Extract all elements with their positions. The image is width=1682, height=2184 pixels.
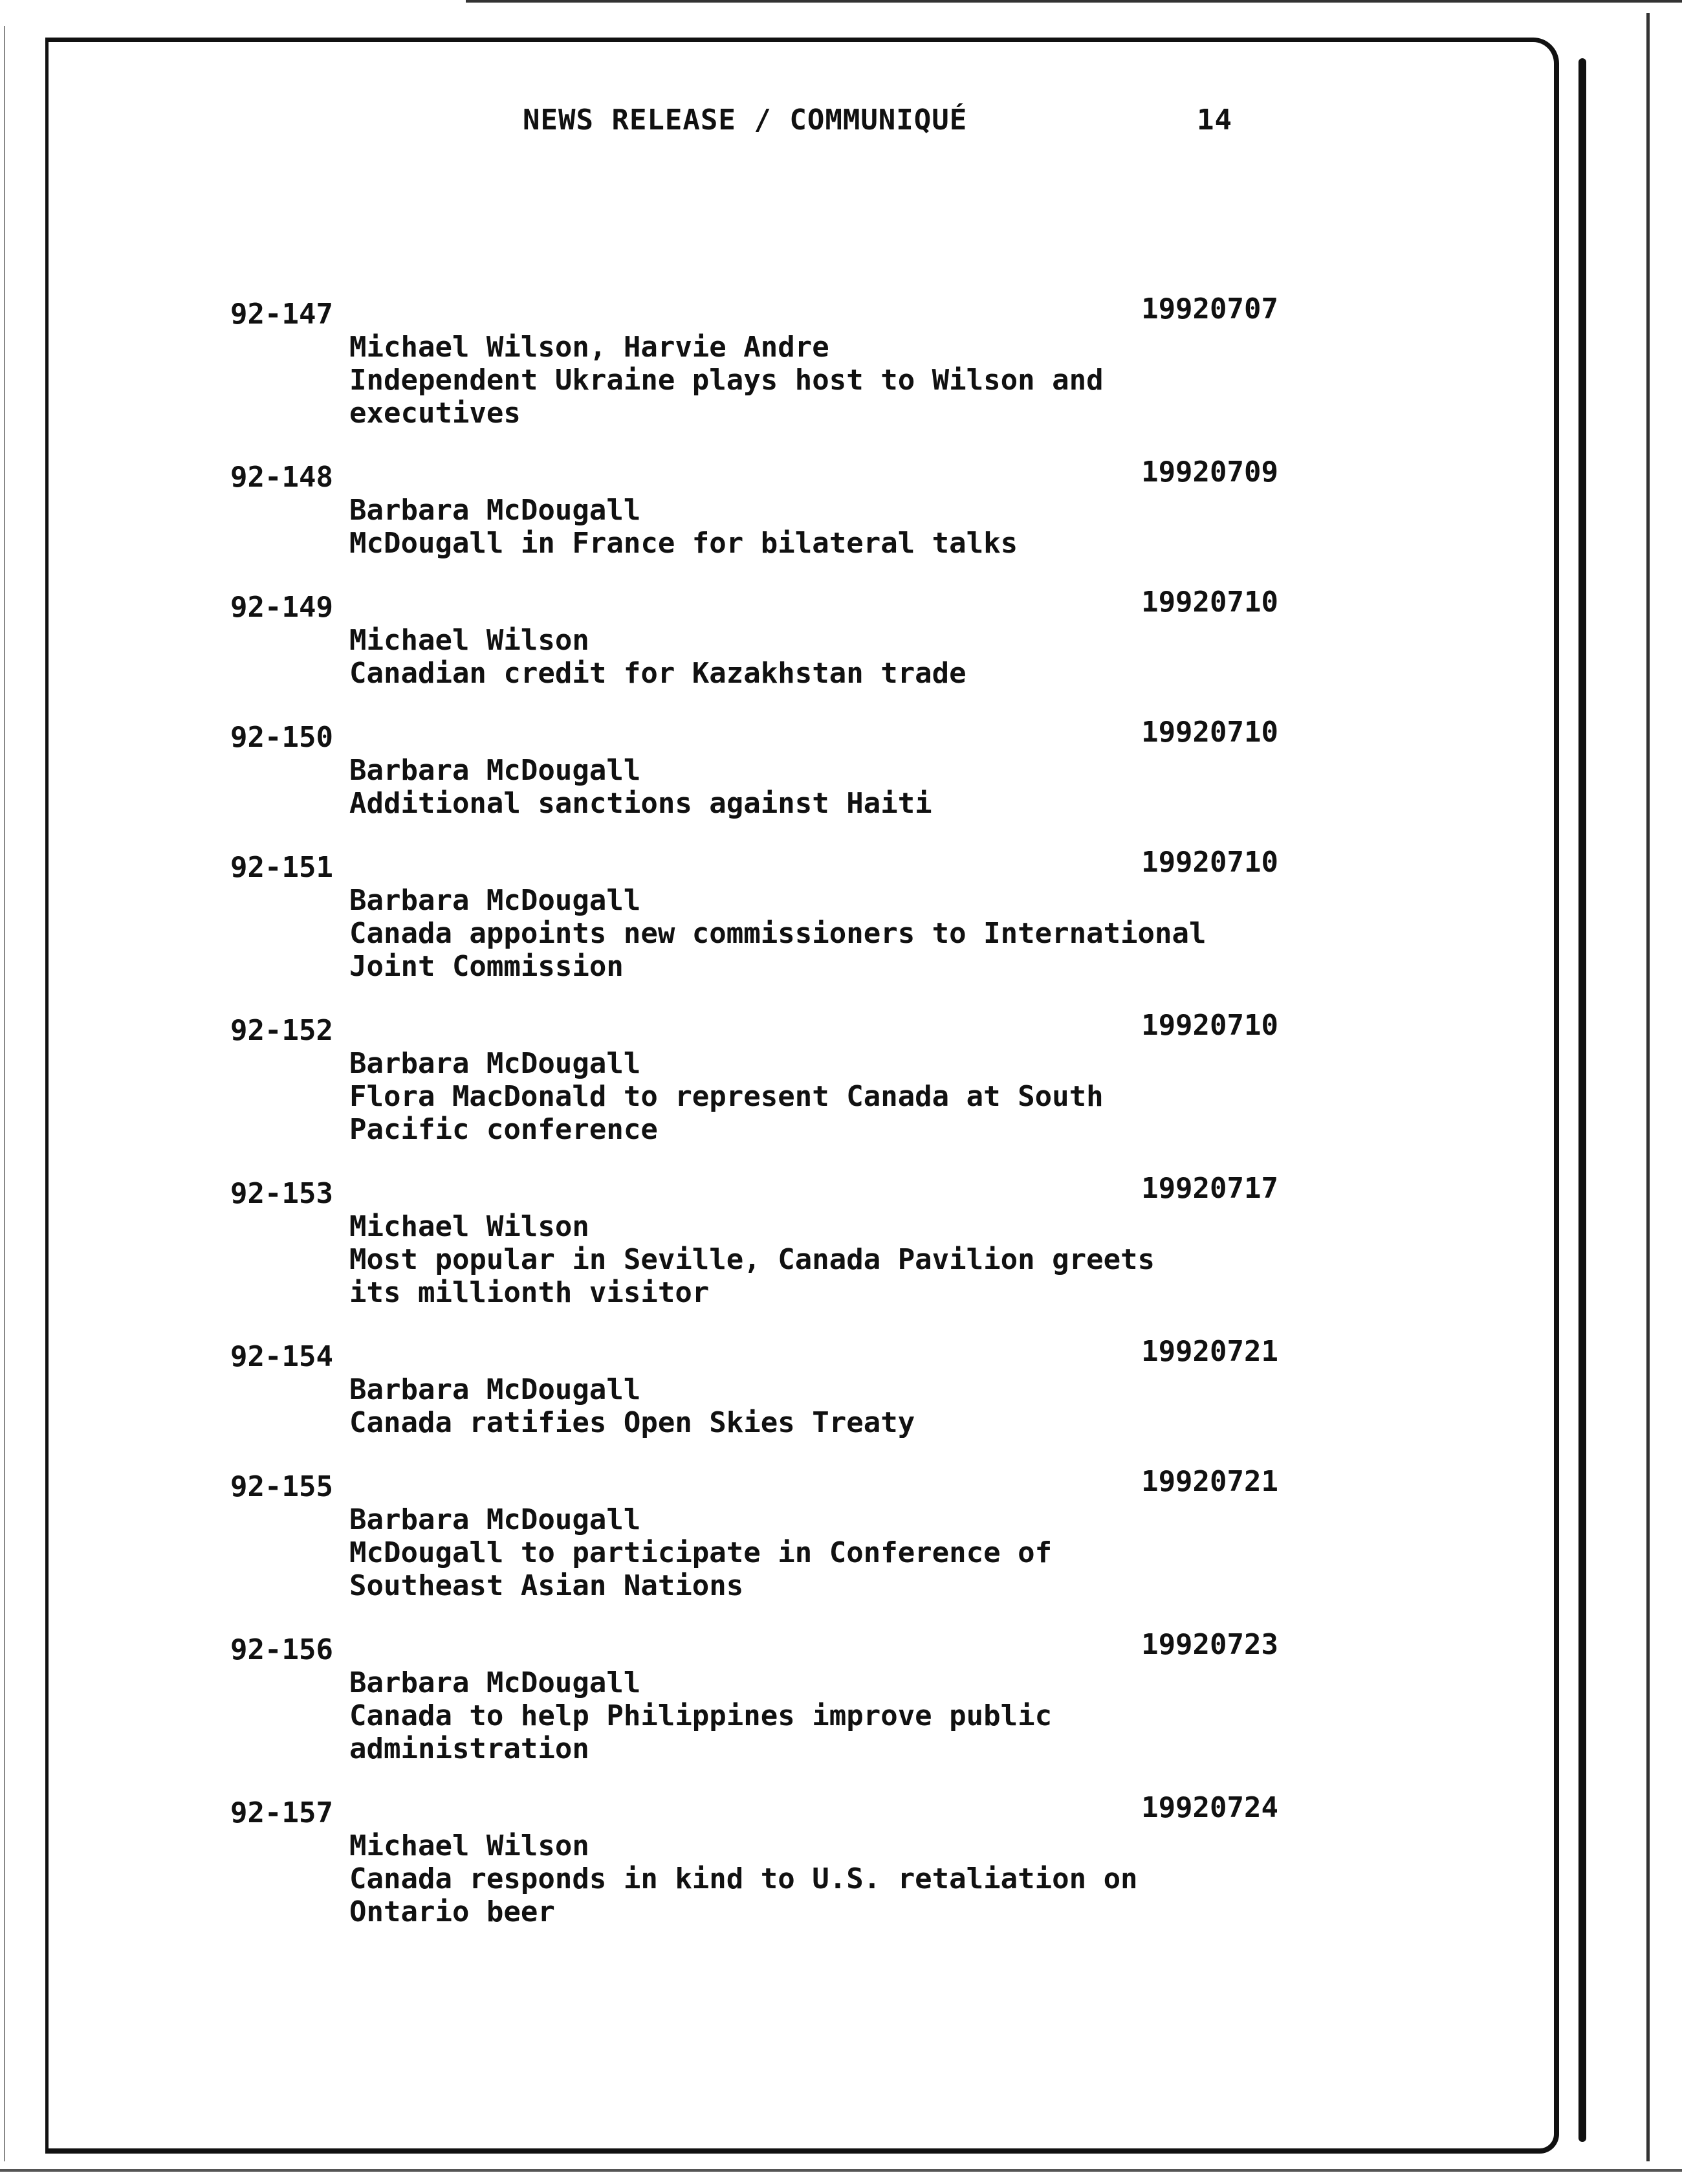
release-subject-line: Canada appoints new commissioners to International bbox=[349, 917, 1207, 950]
entry-header bbox=[230, 846, 1278, 884]
release-subject-line: Additional sanctions against Haiti bbox=[349, 787, 932, 820]
left-edge-line bbox=[4, 26, 5, 2161]
list-item bbox=[230, 846, 1278, 983]
release-subject-line: Joint Commission bbox=[349, 950, 624, 983]
release-date: 19920710 bbox=[1141, 716, 1278, 749]
release-subject-line: McDougall to participate in Conference of bbox=[349, 1536, 1053, 1569]
entry-header bbox=[230, 1172, 1278, 1210]
release-subject-line: Canada to help Philippines improve public bbox=[349, 1699, 1053, 1732]
entry-body bbox=[230, 1210, 1320, 1309]
release-author: Barbara McDougall bbox=[349, 754, 641, 787]
list-item bbox=[230, 586, 1278, 690]
release-number: 92-155 bbox=[230, 1470, 333, 1503]
list-item bbox=[230, 1465, 1278, 1602]
release-author: Michael Wilson bbox=[349, 624, 589, 657]
list-item bbox=[230, 1172, 1278, 1309]
entry-body bbox=[230, 1666, 1320, 1765]
release-subject-line: Canada ratifies Open Skies Treaty bbox=[349, 1406, 915, 1439]
release-date: 19920721 bbox=[1141, 1465, 1278, 1498]
release-date: 19920723 bbox=[1141, 1628, 1278, 1661]
page-number: 14 bbox=[1197, 104, 1232, 137]
release-date: 19920710 bbox=[1141, 586, 1278, 619]
release-author: Michael Wilson bbox=[349, 1210, 589, 1243]
list-item bbox=[230, 716, 1278, 820]
release-number: 92-148 bbox=[230, 461, 333, 494]
release-number: 92-147 bbox=[230, 298, 333, 331]
list-item bbox=[230, 456, 1278, 560]
release-subject-line: administration bbox=[349, 1732, 589, 1765]
list-item bbox=[230, 1335, 1278, 1439]
release-author: Barbara McDougall bbox=[349, 884, 641, 917]
bottom-edge-line bbox=[0, 2169, 1682, 2172]
entry-body bbox=[230, 1829, 1320, 1928]
release-number: 92-151 bbox=[230, 851, 333, 884]
release-number: 92-153 bbox=[230, 1177, 333, 1210]
release-number: 92-152 bbox=[230, 1014, 333, 1047]
entry-header bbox=[230, 1628, 1278, 1666]
page-right-edge bbox=[1578, 58, 1586, 2142]
release-date: 19920721 bbox=[1141, 1335, 1278, 1368]
entry-header bbox=[230, 456, 1278, 494]
entry-body bbox=[230, 1373, 1320, 1439]
release-author: Michael Wilson bbox=[349, 1829, 589, 1862]
release-number: 92-156 bbox=[230, 1633, 333, 1666]
list-item bbox=[230, 1791, 1278, 1928]
release-subject-line: McDougall in France for bilateral talks bbox=[349, 527, 1018, 560]
release-subject-line: Ontario beer bbox=[349, 1895, 555, 1928]
entry-body bbox=[230, 884, 1320, 983]
release-number: 92-154 bbox=[230, 1340, 333, 1373]
release-subject-line: Canadian credit for Kazakhstan trade bbox=[349, 657, 967, 690]
release-author: Barbara McDougall bbox=[349, 494, 641, 527]
page-header bbox=[0, 104, 1682, 142]
release-author: Barbara McDougall bbox=[349, 1503, 641, 1536]
release-number: 92-150 bbox=[230, 721, 333, 754]
release-subject-line: Most popular in Seville, Canada Pavilion greets bbox=[349, 1243, 1155, 1276]
release-date: 19920724 bbox=[1141, 1791, 1278, 1824]
release-subject-line: Canada responds in kind to U.S. retaliation on bbox=[349, 1862, 1138, 1895]
entry-body bbox=[230, 1503, 1320, 1602]
release-subject-line: Flora MacDonald to represent Canada at South bbox=[349, 1080, 1104, 1113]
top-edge-line bbox=[466, 0, 1682, 3]
entry-header bbox=[230, 1335, 1278, 1373]
entry-header bbox=[230, 1465, 1278, 1503]
entry-header bbox=[230, 586, 1278, 624]
entry-body bbox=[230, 331, 1320, 430]
entry-body bbox=[230, 494, 1320, 560]
list-item bbox=[230, 1009, 1278, 1146]
list-item bbox=[230, 292, 1278, 430]
release-date: 19920710 bbox=[1141, 846, 1278, 879]
release-author: Michael Wilson, Harvie Andre bbox=[349, 331, 829, 364]
entry-header bbox=[230, 716, 1278, 754]
release-date: 19920717 bbox=[1141, 1172, 1278, 1205]
entry-body bbox=[230, 624, 1320, 690]
release-subject-line: executives bbox=[349, 397, 521, 430]
entry-body bbox=[230, 754, 1320, 820]
entry-header bbox=[230, 1009, 1278, 1047]
release-subject-line: its millionth visitor bbox=[349, 1276, 710, 1309]
entry-body bbox=[230, 1047, 1320, 1146]
release-date: 19920709 bbox=[1141, 456, 1278, 489]
release-subject-line: Southeast Asian Nations bbox=[349, 1569, 744, 1602]
release-number: 92-149 bbox=[230, 591, 333, 624]
release-date: 19920707 bbox=[1141, 292, 1278, 325]
release-author: Barbara McDougall bbox=[349, 1047, 641, 1080]
entry-header bbox=[230, 1791, 1278, 1829]
list-item bbox=[230, 1628, 1278, 1765]
release-author: Barbara McDougall bbox=[349, 1666, 641, 1699]
release-subject-line: Pacific conference bbox=[349, 1113, 658, 1146]
page-outer-right-edge bbox=[1646, 13, 1650, 2161]
entry-header bbox=[230, 292, 1278, 331]
release-list bbox=[230, 292, 1278, 1959]
release-author: Barbara McDougall bbox=[349, 1373, 641, 1406]
release-date: 19920710 bbox=[1141, 1009, 1278, 1042]
release-number: 92-157 bbox=[230, 1796, 333, 1829]
page-title: NEWS RELEASE / COMMUNIQUÉ bbox=[523, 104, 968, 137]
release-subject-line: Independent Ukraine plays host to Wilson and bbox=[349, 364, 1104, 397]
